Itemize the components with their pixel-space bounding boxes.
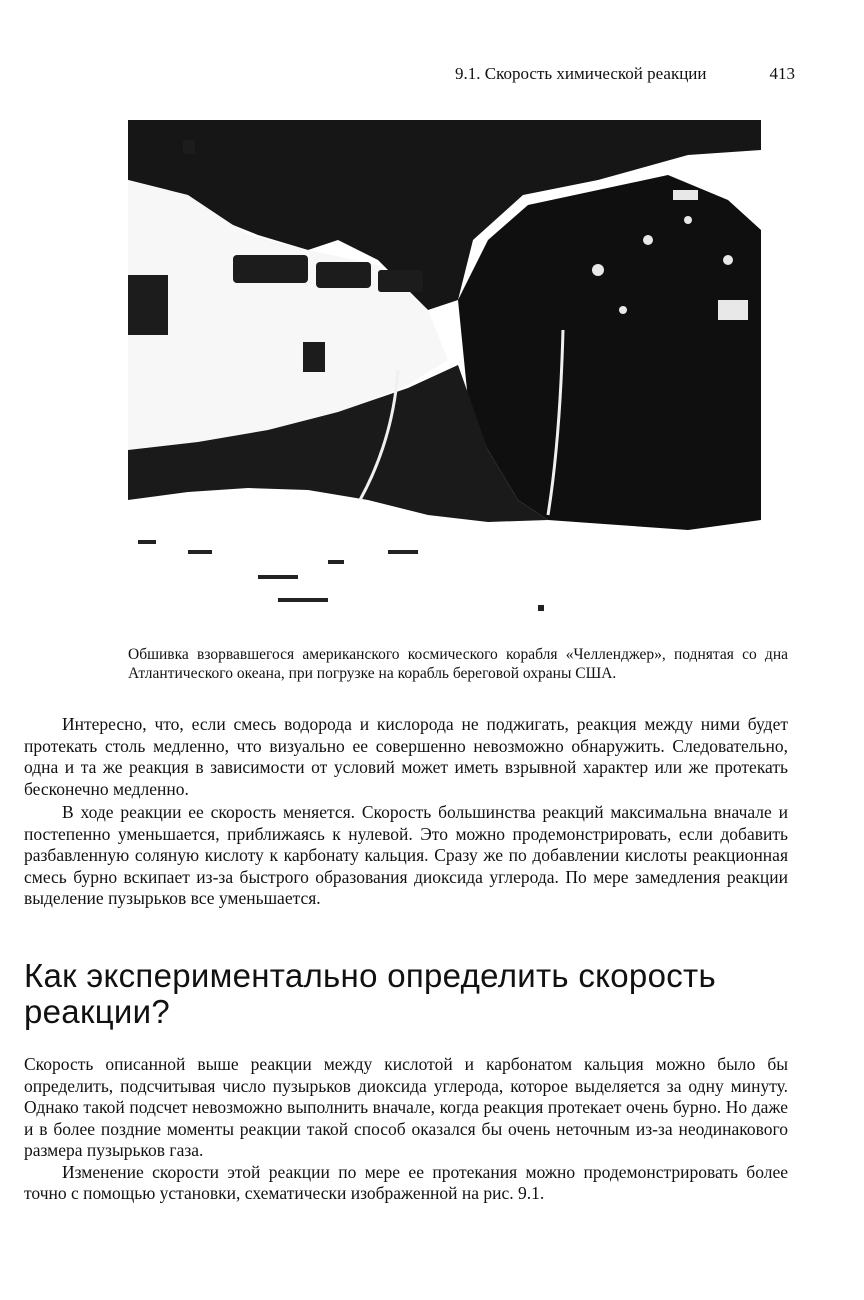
paragraph: В ходе реакции ее скорость меняется. Скорость большинства реакций максимальна вначале и постепенно уменьшается, приближаясь к нулевой. Это можно продемонстрировать, если добавить разбавленную соляную кислоту к карбонату кальция. Сразу же по добавлении кислоты реакционная смесь бурно вскипает из-за быстрого образования диоксида углерода. По мере замедления реакции выделение пузырьков все уменьшается. bbox=[24, 802, 788, 908]
paragraph: Интересно, что, если смесь водорода и кислорода не поджигать, реакция между ними будет протекать столь медленно, что визуально ее совершенно невозможно обнаружить. Следовательно, одна и та же реакция в зависимости от условий может иметь взрывной характер или же протекать бесконечно медленно. bbox=[24, 714, 788, 799]
paragraph: Скорость описанной выше реакции между кислотой и карбонатом кальция можно было бы определить, подсчитывая число пузырьков диоксида углерода, которое выделяется за одну минуту. Однако такой подсчет невозможно выполнить вначале, когда реакция протекает очень бурно. Но даже и в более поздние моменты реакции такой способ оказался бы очень неточным из-за неодинакового размера пузырьков газа. bbox=[24, 1054, 788, 1160]
section-title: 9.1. Скорость химической реакции bbox=[455, 64, 707, 83]
challenger-wreckage-photo bbox=[128, 120, 761, 620]
figure-caption: Обшивка взорвавшегося американского космического корабля «Челленджер», поднятая со дна Атлантического океана, при погрузке на корабль береговой охраны США. bbox=[128, 646, 788, 682]
body-text-top bbox=[24, 714, 788, 910]
running-header bbox=[455, 64, 795, 84]
body-text-bottom bbox=[24, 1054, 788, 1205]
section-heading: Как экспериментально определить скорость реакции? bbox=[24, 957, 716, 1030]
page-number: 413 bbox=[769, 64, 795, 83]
paragraph: Изменение скорости этой реакции по мере ее протекания можно продемонстрировать более точно с помощью установки, схематически изображенной на рис. 9.1. bbox=[24, 1161, 788, 1203]
